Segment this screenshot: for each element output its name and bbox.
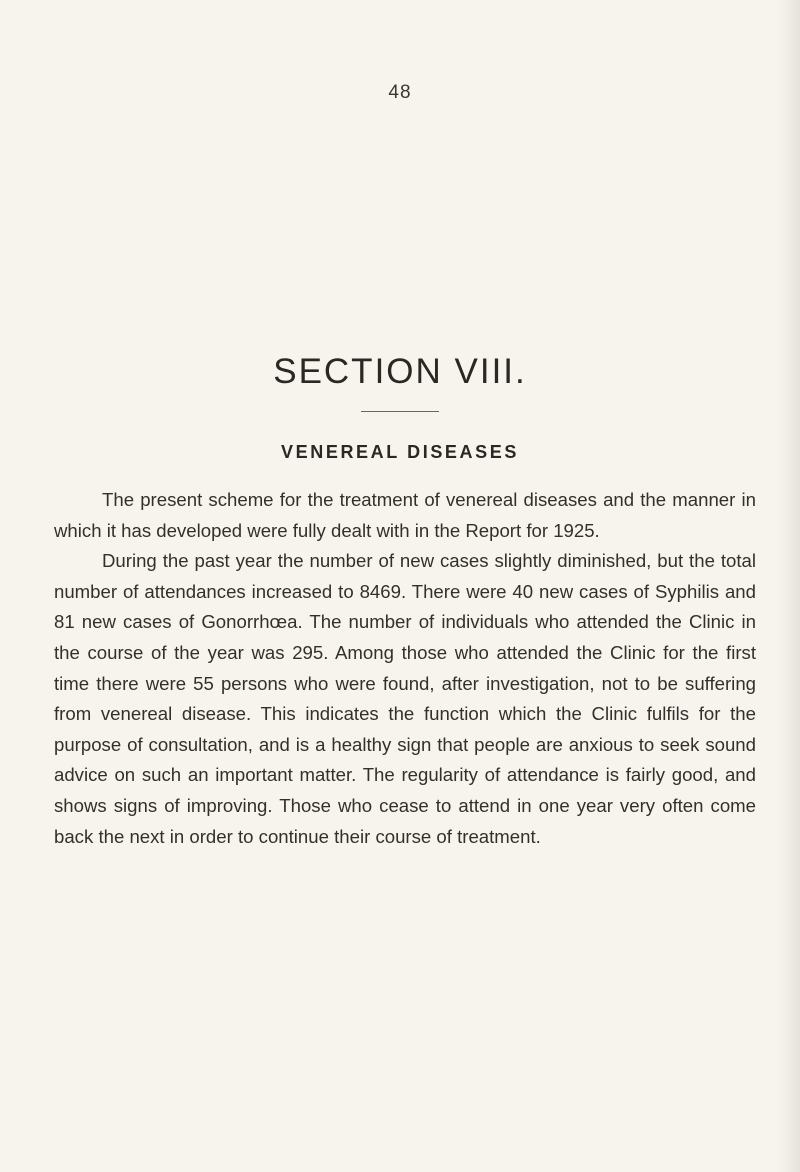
page-number: 48 [388, 82, 412, 103]
page-edge-shadow [778, 0, 800, 1172]
divider-rule [361, 411, 439, 412]
section-title: SECTION VIII. [273, 352, 527, 391]
paragraph-1: The present scheme for the treatment of venereal diseases and the manner in which it has developed were fully dealt with in the Report for 1925. [54, 489, 756, 541]
body-text [54, 485, 756, 852]
section-subtitle: VENEREAL DISEASES [281, 442, 519, 462]
paragraph-2: During the past year the number of new cases slightly diminished, but the total number of attendances increased to 8469. There were 40 new cases of Syphilis and 81 new cases of Gonorrhœa. The number of individuals who attended the Clinic in the course of the year was 295. Among those who attended the Clinic for the first time there were 55 persons who were found, after investigation, not to be suffering from venereal disease. This indicates the function which the Clinic fulfils for the purpose of consultation, and is a healthy sign that people are anxious to seek sound advice on such an important matter. The regularity of attendance is fairly good, and shows signs of improving. Those who cease to attend in one year very often come back the next in order to continue their course of treatment. [54, 550, 756, 847]
